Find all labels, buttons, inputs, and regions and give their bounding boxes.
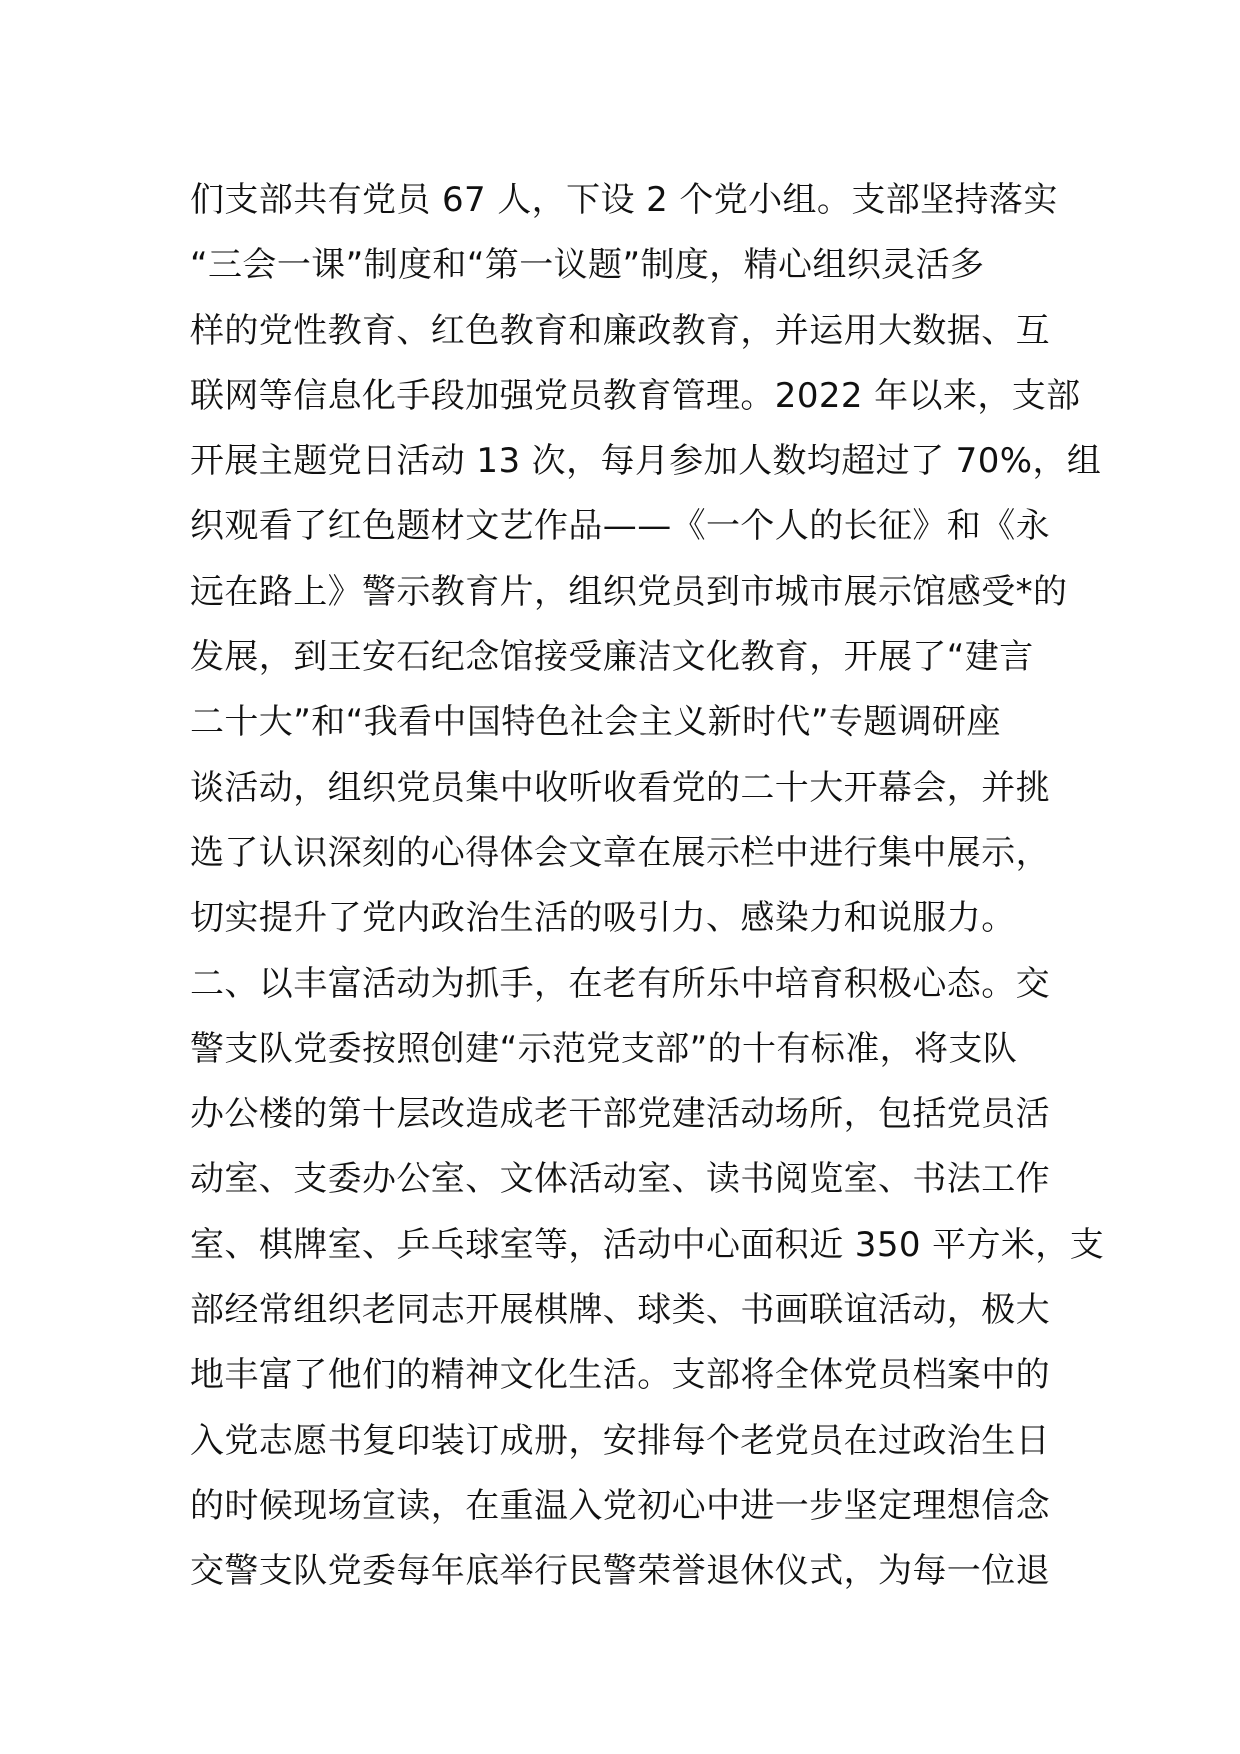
text-line: 动室、支委办公室、文体活动室、读书阅览室、书法工作	[190, 1159, 1050, 1200]
text-line: 发展，到王安石纪念馆接受廉洁文化教育，开展了“建言	[190, 637, 1034, 678]
body-text	[190, 168, 1105, 1605]
text-line: 室、棋牌室、乒乓球室等，活动中心面积近 350 平方米，支	[190, 1224, 1105, 1265]
text-line: 联网等信息化手段加强党员教育管理。2022 年以来，支部	[190, 375, 1081, 416]
text-line: 谈活动，组织党员集中收听收看党的二十大开幕会，并挑	[190, 767, 1050, 808]
text-line: 远在路上》警示教育片，组织党员到市城市展示馆感受*的	[190, 571, 1068, 612]
text-line: 样的党性教育、红色教育和廉政教育，并运用大数据、互	[190, 310, 1050, 351]
text-line: 切实提升了党内政治生活的吸引力、感染力和说服力。	[190, 898, 1016, 939]
text-line: 部经常组织老同志开展棋牌、球类、书画联谊活动，极大	[190, 1290, 1050, 1331]
text-line: 二十大”和“我看中国特色社会主义新时代”专题调研座	[190, 702, 1001, 743]
text-line: 地丰富了他们的精神文化生活。支部将全体党员档案中的	[190, 1355, 1050, 1396]
text-line: 们支部共有党员 67 人，下设 2 个党小组。支部坚持落实	[190, 180, 1058, 220]
text-line: 的时候现场宣读，在重温入党初心中进一步坚定理想信念	[190, 1485, 1050, 1526]
text-line: 交警支队党委每年底举行民警荣誉退休仪式，为每一位退	[190, 1551, 1050, 1592]
text-line: “三会一课”制度和“第一议题”制度，精心组织灵活多	[190, 245, 985, 286]
text-line: 开展主题党日活动 13 次，每月参加人数均超过了 70%，组	[190, 441, 1102, 482]
text-line: 选了认识深刻的心得体会文章在展示栏中进行集中展示，	[190, 832, 1050, 873]
text-line: 织观看了红色题材文艺作品——《一个人的长征》和《永	[190, 506, 1050, 547]
text-line: 警支队党委按照创建“示范党支部”的十有标准，将支队	[190, 1028, 1018, 1069]
text-line: 入党志愿书复印装订成册，安排每个老党员在过政治生日	[190, 1420, 1050, 1461]
text-line: 办公楼的第十层改造成老干部党建活动场所，包括党员活	[190, 1094, 1050, 1135]
section-heading-line: 二、以丰富活动为抓手，在老有所乐中培育积极心态。交	[190, 963, 1050, 1004]
